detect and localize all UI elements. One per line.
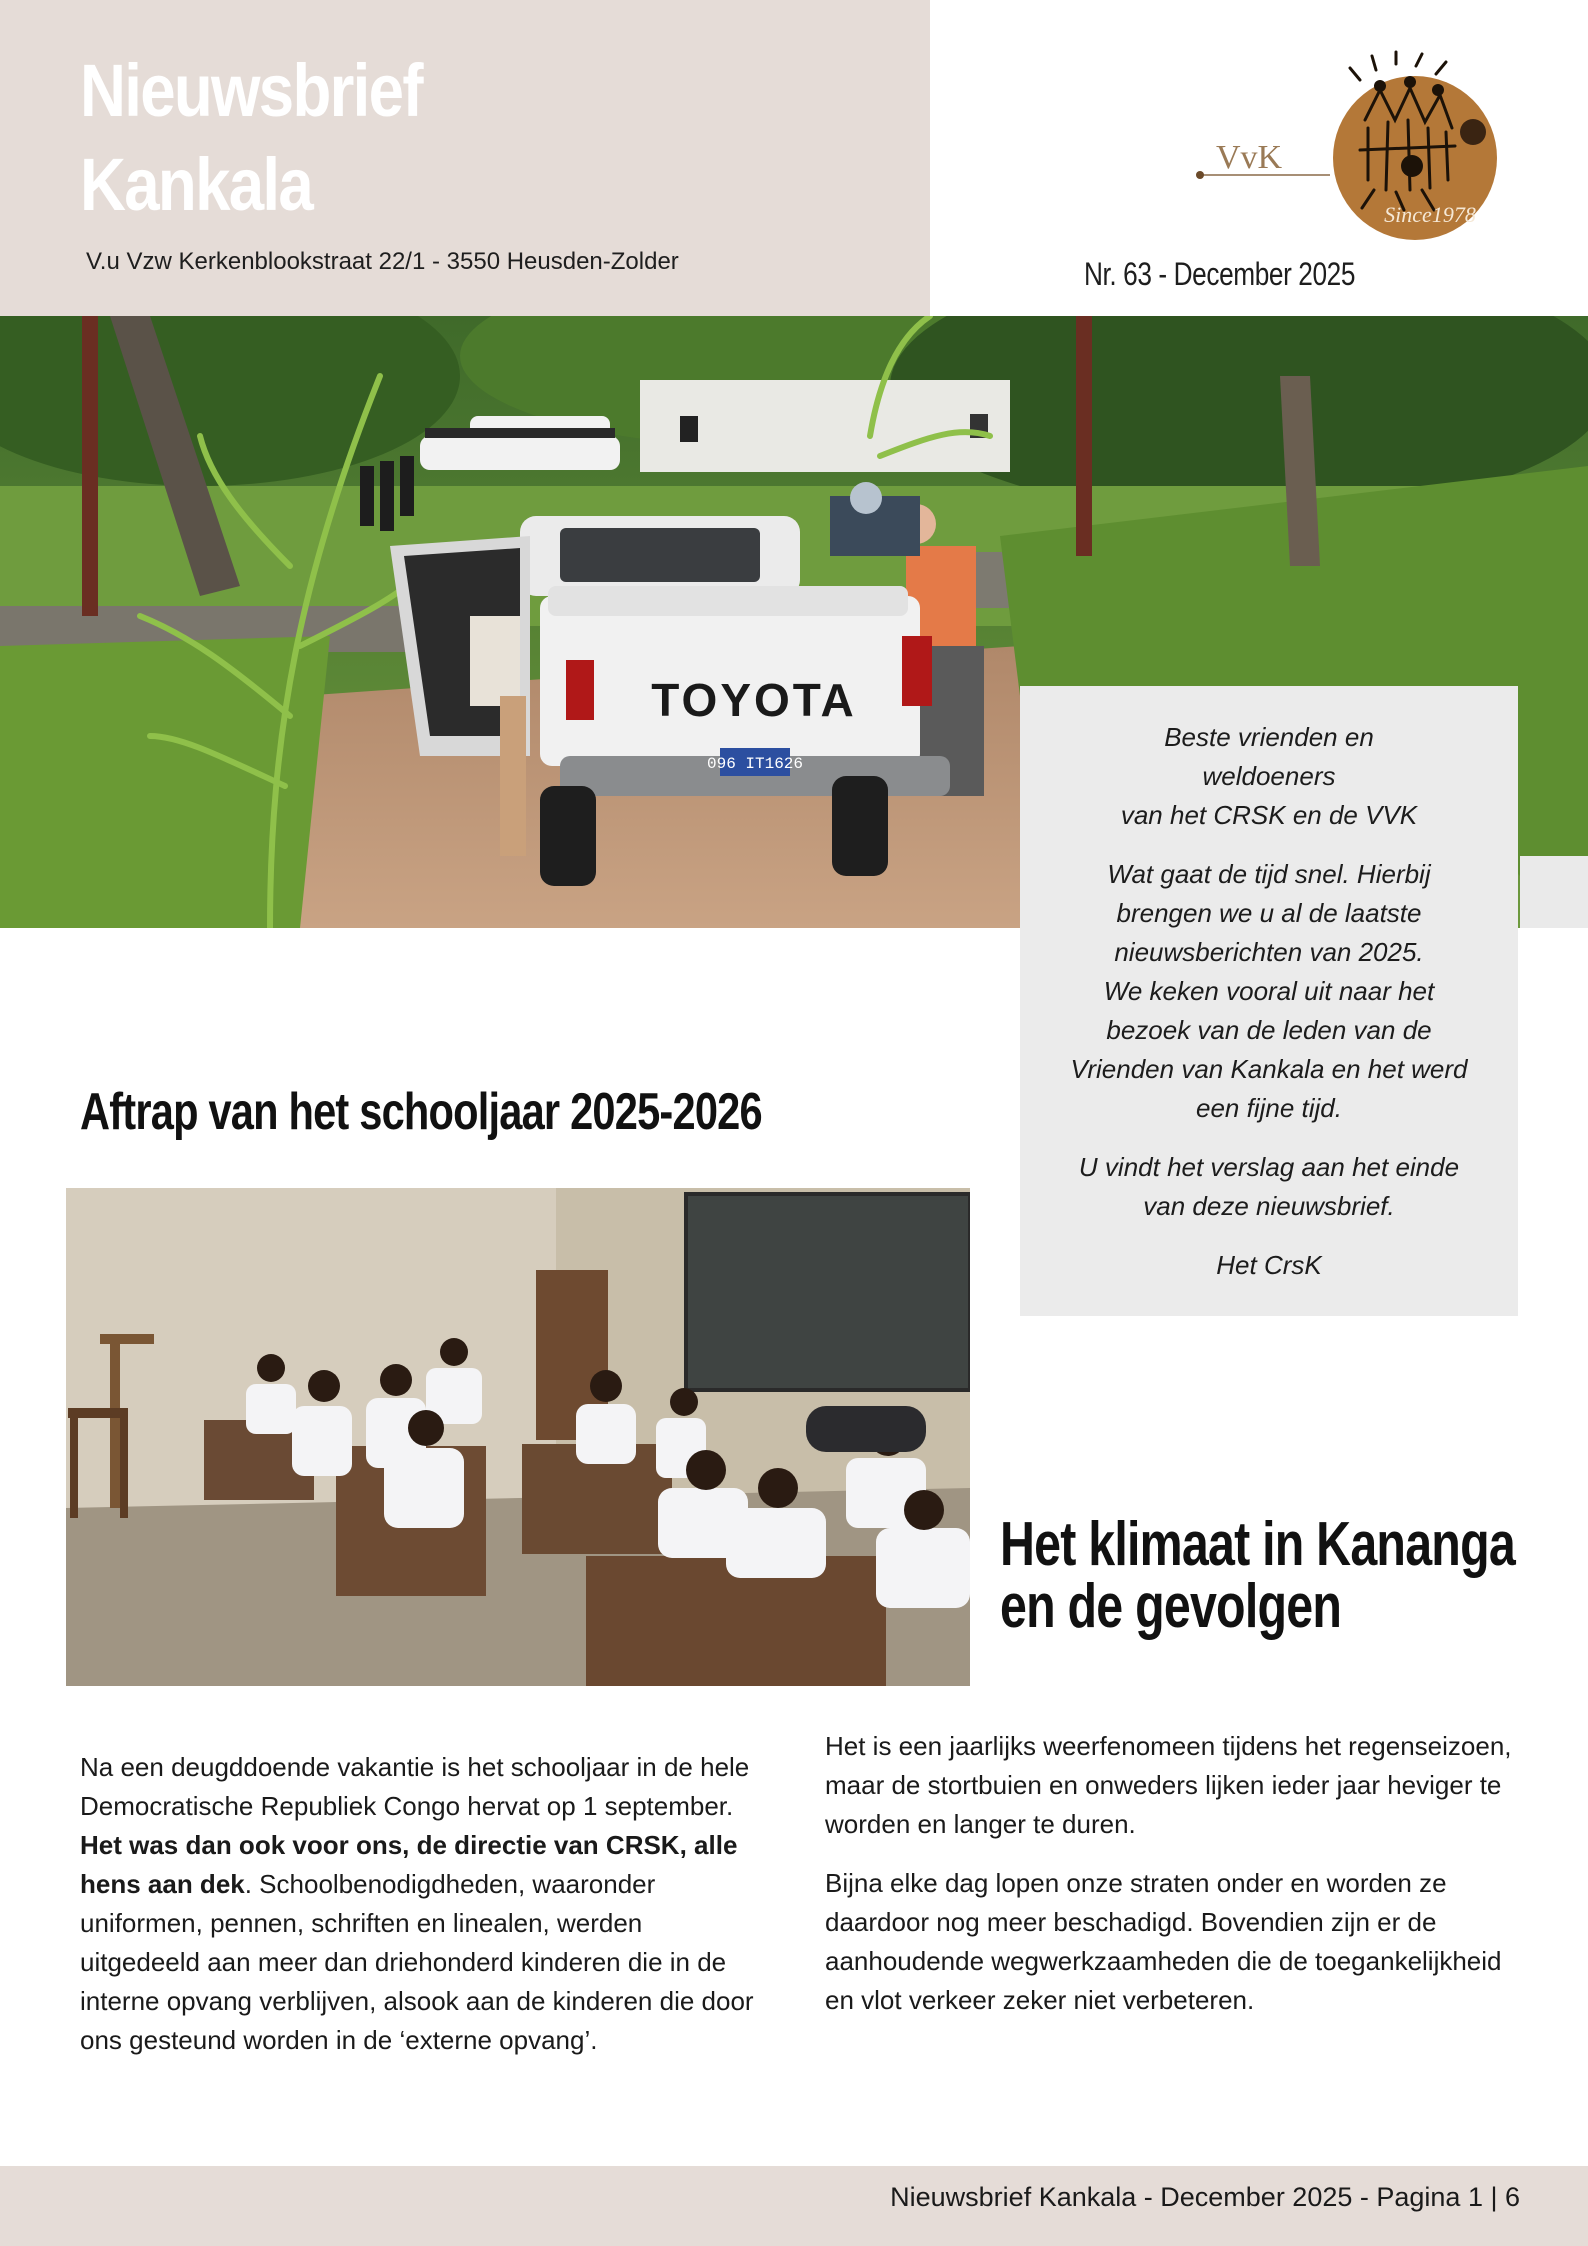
heading-climate [1000, 1510, 1515, 1641]
footer-page-info: Nieuwsbrief Kankala - December 2025 - Pagina 1 | 6 [890, 2182, 1520, 2212]
greeting-line: bezoek van de leden van de [1106, 1015, 1432, 1045]
greeting-line: nieuwsberichten van 2025. [1114, 937, 1424, 967]
issue-number-date: Nr. 63 - December 2025 [1084, 256, 1356, 292]
hero-license-plate: 096 IT1626 [706, 755, 804, 773]
heading-school-year: Aftrap van het schooljaar 2025-2026 [80, 1083, 762, 1141]
logo-text: VvK [1216, 139, 1283, 176]
school-text-part2: . Schoolbenodigdheden, waaronder uniformen, pennen, schriften en linealen, werden uitgedeeld aan meer dan driehonderd kinderen die in de interne opvang verblijven, alsook aan de kinderen die door ons gesteund worden in de ‘externe opvang’. [80, 1869, 754, 2055]
greeting-line: brengen we u al de laatste [1116, 898, 1422, 928]
school-paragraph [80, 1748, 760, 2060]
greeting-line: Beste vrienden en [1164, 722, 1374, 752]
vvk-logo [1190, 50, 1510, 250]
heading-climate-line1: Het klimaat in Kananga [1000, 1510, 1515, 1579]
greeting-signature: Het CrsK [1216, 1250, 1322, 1280]
greeting-line: We keken vooral uit naar het [1103, 976, 1435, 1006]
greeting-line: Wat gaat de tijd snel. Hierbij [1107, 859, 1431, 889]
school-text-part1: Na een deugddoende vakantie is het schooljaar in de hele Democratische Republiek Congo hervat op 1 september. [80, 1752, 750, 1821]
climate-paragraph-1: Het is een jaarlijks weerfenomeen tijdens het regenseizoen, maar de stortbuien en onweders lijken ieder jaar heviger te worden en langer te duren. [825, 1731, 1512, 1839]
newsletter-title-line2: Kankala [80, 143, 313, 226]
hero-truck-brand: TOYOTA [651, 674, 857, 726]
greeting-line: Vrienden van Kankala en het werd [1070, 1054, 1468, 1084]
heading-climate-line2: en de gevolgen [1000, 1572, 1342, 1641]
greeting-line: een fijne tijd. [1196, 1093, 1342, 1123]
logo-since-text: Since1978 [1384, 202, 1476, 227]
greeting-line: U vindt het verslag aan het einde [1078, 1152, 1460, 1182]
greeting-line: van het CRSK en de VVK [1120, 800, 1418, 830]
newsletter-title-line1: Nieuwsbrief [80, 49, 422, 132]
greeting-line: weldoeners [1202, 761, 1336, 791]
greeting-line: van deze nieuwsbrief. [1143, 1191, 1395, 1221]
school-text-bold: Het was dan ook voor ons, de directie van CRSK, alle hens aan dek [80, 1830, 738, 1899]
greeting-box [1020, 686, 1518, 1316]
publisher-address: V.u Vzw Kerkenblookstraat 22/1 - 3550 Heusden-Zolder [86, 248, 679, 275]
school-article-body [80, 1748, 760, 2060]
climate-paragraph-2: Bijna elke dag lopen onze straten onder en worden ze daardoor nog meer beschadigd. Bovendien zijn er de aanhoudende wegwerkzaamheden die de toegankelijkheid en vlot verkeer zeker niet verbeteren. [825, 1868, 1502, 2015]
classroom-photo [66, 1188, 970, 1686]
climate-article-body [825, 1727, 1515, 2020]
